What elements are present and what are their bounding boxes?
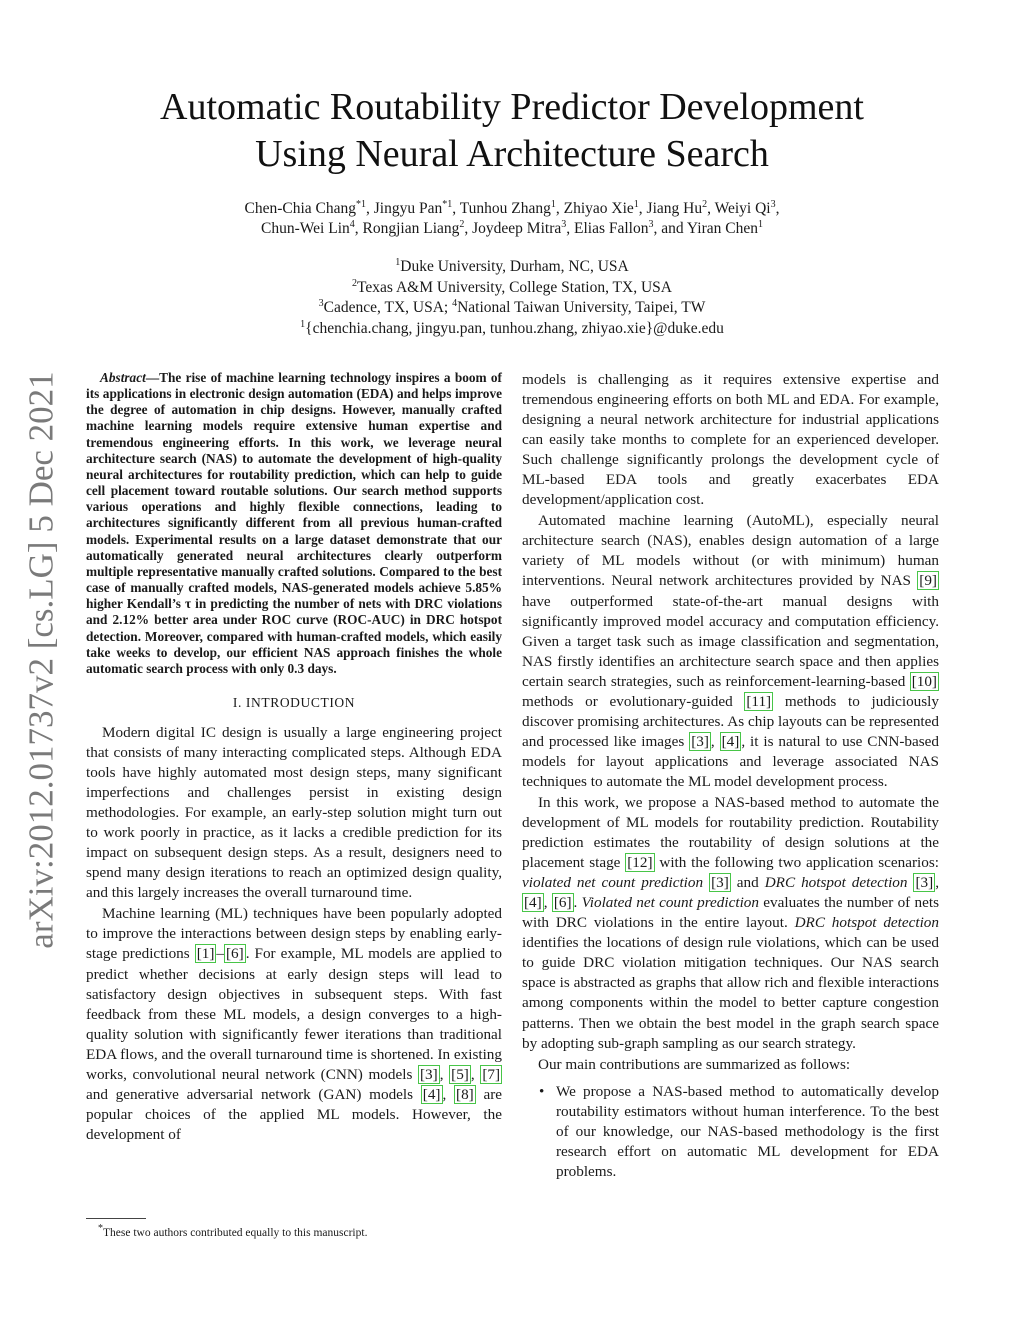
text-run: and bbox=[730, 874, 765, 892]
author-line-2 bbox=[0, 219, 1024, 239]
author-line-1 bbox=[0, 199, 1024, 219]
text-run: Automated machine learning (AutoML), especially neural architecture search (NAS), enables design automation of a large variety of ML models without (or with minimum) human interventions. Neural network architectures provided by NAS bbox=[522, 512, 939, 590]
affil-text: Duke University, Durham, NC, USA bbox=[400, 258, 629, 275]
title-line-2: Using Neural Architecture Search bbox=[255, 133, 769, 175]
text-run: methods to judiciously discover promising architectures. As chip layouts can be represented and processed like images bbox=[522, 692, 939, 750]
footnote-divider bbox=[86, 1218, 146, 1219]
author-affil-mark: 1 bbox=[633, 198, 639, 210]
abstract-text: —The rise of machine learning technology inspires a boom of its applications in electronic design automation (EDA) and helps improve the degree of automation in chip designs. However, manually crafted machine learning models require extensive human expertise and tremendous engineering efforts. In this work, we leverage neural architecture search (NAS) to automate the development of high-quality neural architectures for routability prediction, which can help to guide cell placement toward routable solutions. Our search method supports various operations and highly flexible connections, leading to architectures significantly different from all previous human-crafted models. Experimental results on a large dataset demonstrate that our automatically generated neural architectures clearly outperform multiple representative manually crafted solutions. Compared to the best case of manually crafted models, NAS-generated models achieve 5.85% higher Kendall’s τ in predicting the number of nets with DRC violations and 2.12% better area under ROC curve (ROC-AUC) in DRC hotspot detection. Moreover, compared with human-crafted models, which easily take weeks to develop, our efficient NAS approach finishes the whole automatic search process with only 0.3 days. bbox=[86, 370, 502, 676]
author-separator: , and bbox=[653, 220, 687, 237]
text-run: , bbox=[439, 1065, 450, 1083]
text-run: with the following two application scenarios: bbox=[654, 854, 939, 872]
author-affil-mark: 3 bbox=[770, 198, 776, 210]
author-name: Jiang Hu bbox=[646, 200, 703, 217]
author-name: Zhiyao Xie bbox=[563, 200, 634, 217]
author-separator: , bbox=[775, 200, 780, 217]
affiliation-duke bbox=[0, 257, 1024, 278]
author-separator: , bbox=[452, 200, 460, 217]
text-run: methods or evolutionary-guided bbox=[522, 692, 745, 710]
bullet-icon: • bbox=[539, 1082, 545, 1100]
text-run: and generative adversarial network (GAN) models bbox=[86, 1085, 421, 1103]
author-separator: , bbox=[366, 200, 374, 217]
author-affil-mark: 4 bbox=[349, 218, 355, 230]
text-run: , bbox=[710, 732, 720, 750]
citation-link[interactable]: [1] bbox=[196, 945, 215, 963]
text-run: Machine learning (ML) techniques have been popularly adopted to improve the interactions between design steps by enabling early-stage predictions bbox=[86, 905, 502, 963]
author-separator: , bbox=[464, 220, 473, 237]
abstract-lead: Abstract bbox=[100, 370, 146, 385]
citation-link[interactable]: [7] bbox=[482, 1065, 501, 1083]
footnote-text: These two authors contributed equally to this manuscript. bbox=[103, 1227, 368, 1239]
affil-text: Cadence, TX, USA; bbox=[323, 299, 453, 316]
right-column bbox=[522, 370, 939, 1182]
author-separator: , bbox=[566, 220, 574, 237]
author-separator: , bbox=[354, 220, 363, 237]
text-run: , bbox=[470, 1065, 481, 1083]
contributions-list bbox=[522, 1082, 939, 1182]
emphasis-term: DRC hotspot detection bbox=[764, 874, 908, 892]
right-paragraph-3 bbox=[522, 793, 939, 1054]
author-separator: , bbox=[555, 200, 564, 217]
author-affil-mark: *1 bbox=[356, 198, 367, 210]
text-run: identifies the locations of design rule violations, which can be used to guide DRC violation mitigation techniques. Our NAS search space is abstracted as graphs that allow rich and flexible interactions among components within the model to better capture congestion patterns. Then we obtain the best model in the graph search space by adopting sub-graph sampling as our search strategy. bbox=[522, 934, 939, 1052]
author-name: Tunhou Zhang bbox=[459, 200, 551, 217]
author-separator: , bbox=[707, 200, 715, 217]
author-list bbox=[0, 199, 1024, 239]
citation-link[interactable]: [6] bbox=[226, 945, 244, 963]
affil-text: National Taiwan University, Taipei, TW bbox=[457, 299, 706, 316]
text-run: , bbox=[935, 874, 939, 892]
author-affil-mark: 2 bbox=[459, 218, 465, 230]
author-affil-mark: 2 bbox=[702, 198, 708, 210]
emphasis-term: DRC hotspot detection bbox=[794, 914, 939, 932]
author-name: Chen-Chia Chang bbox=[244, 200, 357, 217]
author-name: Yiran Chen bbox=[686, 220, 758, 237]
text-run: – bbox=[216, 945, 224, 963]
contribution-item bbox=[522, 1082, 939, 1182]
citation-link[interactable]: [11] bbox=[746, 692, 772, 710]
author-name: Elias Fallon bbox=[574, 220, 649, 237]
author-affil-mark: 1 bbox=[757, 218, 763, 230]
contribution-text: We propose a NAS-based method to automatically develop routability estimators without human interference. To the best of our knowledge, our NAS-based methodology is the first research effort on automatic ML development for EDA problems. bbox=[556, 1082, 939, 1180]
left-column bbox=[86, 370, 502, 1145]
author-affil-mark: 3 bbox=[561, 218, 567, 230]
section-heading-introduction: I. INTRODUCTION bbox=[232, 694, 356, 710]
email-text: {chenchia.chang, jingyu.pan, tunhou.zhang, zhiyao.xie}@duke.edu bbox=[305, 319, 724, 337]
right-paragraph-4: Our main contributions are summarized as follows: bbox=[538, 1055, 851, 1073]
text-run: , it is natural to use CNN-based models for layout applications and leverage associated NAS techniques to automate the ML model development process. bbox=[522, 732, 940, 790]
citation-link[interactable]: [4] bbox=[721, 732, 740, 750]
abstract bbox=[86, 370, 502, 677]
citation-link[interactable]: [3] bbox=[711, 874, 729, 892]
author-name: Weiyi Qi bbox=[714, 200, 771, 217]
intro-paragraph-1: Modern digital IC design is usually a large engineering project that consists of many interacting complicated steps. Although EDA tools have highly automated most design steps, many significant imperfections and challenges persist in existing design methodologies. For example, an early-step solution might turn out to work poorly in practice, as it lacks a credible prediction for its impact on subsequent design steps. As a result, designers need to spend many design iterations to reach an optimized design quality, and this largely increases the overall turnaround time. bbox=[86, 723, 502, 902]
author-separator: , bbox=[638, 200, 647, 217]
text-run: . For example, ML models are applied to predict whether decisions at early design steps will lead to satisfactory design objectives in subsequent steps. With fast feedback from these ML models, a design converges to a high-quality solution with significantly fewer iterations than traditional EDA flows, and the overall turnaround time is shortened. In existing works, convolutional neural network (CNN) models bbox=[86, 945, 502, 1083]
author-name: Jingyu Pan bbox=[373, 200, 443, 217]
author-name: Joydeep Mitra bbox=[472, 220, 562, 237]
citation-link[interactable]: [4] bbox=[524, 894, 542, 912]
footnote bbox=[98, 1223, 368, 1240]
author-name: Chun-Wei Lin bbox=[261, 220, 350, 237]
right-paragraph-1: models is challenging as it requires extensive expertise and tremendous engineering efforts on both ML and EDA. For example, designing a neural network architecture for industrial applications can easily take months to complete for an experienced developer. Such challenge significantly prolongs the development cycle of ML-based EDA tools and greatly exacerbates EDA development/application cost. bbox=[522, 371, 939, 509]
citation-link[interactable]: [3] bbox=[915, 874, 934, 892]
arxiv-identifier-text: arXiv:2012.01737v2 [cs.LG] 5 Dec 2021 bbox=[22, 371, 62, 949]
author-affil-mark: 1 bbox=[550, 198, 556, 210]
text-run: . bbox=[573, 894, 582, 912]
citation-link[interactable]: [5] bbox=[451, 1065, 469, 1083]
text-run: , bbox=[442, 1085, 455, 1103]
text-run: evaluates the number of nets with DRC violations in the entire layout. bbox=[522, 894, 939, 932]
author-name: Rongjian Liang bbox=[362, 220, 460, 237]
affil-mark: 1 bbox=[395, 256, 401, 268]
paper-title bbox=[0, 84, 1024, 178]
affiliation-tamu bbox=[0, 278, 1024, 299]
text-run: , bbox=[543, 894, 552, 912]
emphasis-term: violated net count prediction bbox=[522, 874, 704, 892]
intro-paragraph-2 bbox=[86, 904, 502, 1145]
affil-mark: 3 bbox=[318, 297, 324, 309]
title-line-1: Automatic Routability Predictor Development bbox=[160, 86, 864, 128]
text-run: have outperformed state-of-the-art manual designs with significantly improved model accuracy and computation efficiency. Given a target task such as image classification and segmentation, NAS firstly identifies an architecture search space and then applies certain search strategies, such as reinforcement-learning-based bbox=[522, 592, 939, 690]
citation-link[interactable]: [3] bbox=[420, 1065, 438, 1083]
arxiv-identifier bbox=[8, 362, 76, 958]
affil-mark: 2 bbox=[352, 277, 358, 289]
footnote-mark: * bbox=[98, 1223, 103, 1235]
author-affil-mark: 3 bbox=[648, 218, 654, 230]
affil-text: Texas A&M University, College Station, TX, USA bbox=[357, 278, 672, 296]
emphasis-term: Violated net count prediction bbox=[581, 894, 759, 912]
citation-link[interactable]: [3] bbox=[691, 732, 709, 750]
citation-link[interactable]: [8] bbox=[456, 1085, 474, 1103]
citation-link[interactable]: [9] bbox=[919, 572, 937, 590]
affiliation-email bbox=[0, 319, 1024, 340]
affil-mark: 1 bbox=[300, 318, 306, 330]
affil-mark: 4 bbox=[452, 297, 458, 309]
affiliation-cadence-ntu bbox=[0, 298, 1024, 319]
citation-link[interactable]: [10] bbox=[911, 672, 937, 690]
text-run: In this work, we propose a NAS-based method to automate the development of ML models for routability prediction. Routability prediction estimates the routability of design solutions at the placement stage bbox=[522, 793, 939, 872]
citation-link[interactable]: [12] bbox=[627, 854, 653, 872]
author-affil-mark: *1 bbox=[442, 198, 453, 210]
affiliations bbox=[0, 257, 1024, 339]
right-paragraph-2 bbox=[522, 511, 939, 792]
citation-link[interactable]: [6] bbox=[553, 894, 572, 912]
citation-link[interactable]: [4] bbox=[422, 1085, 441, 1103]
text-run: are popular choices of the applied ML models. However, the development of bbox=[86, 1085, 503, 1143]
